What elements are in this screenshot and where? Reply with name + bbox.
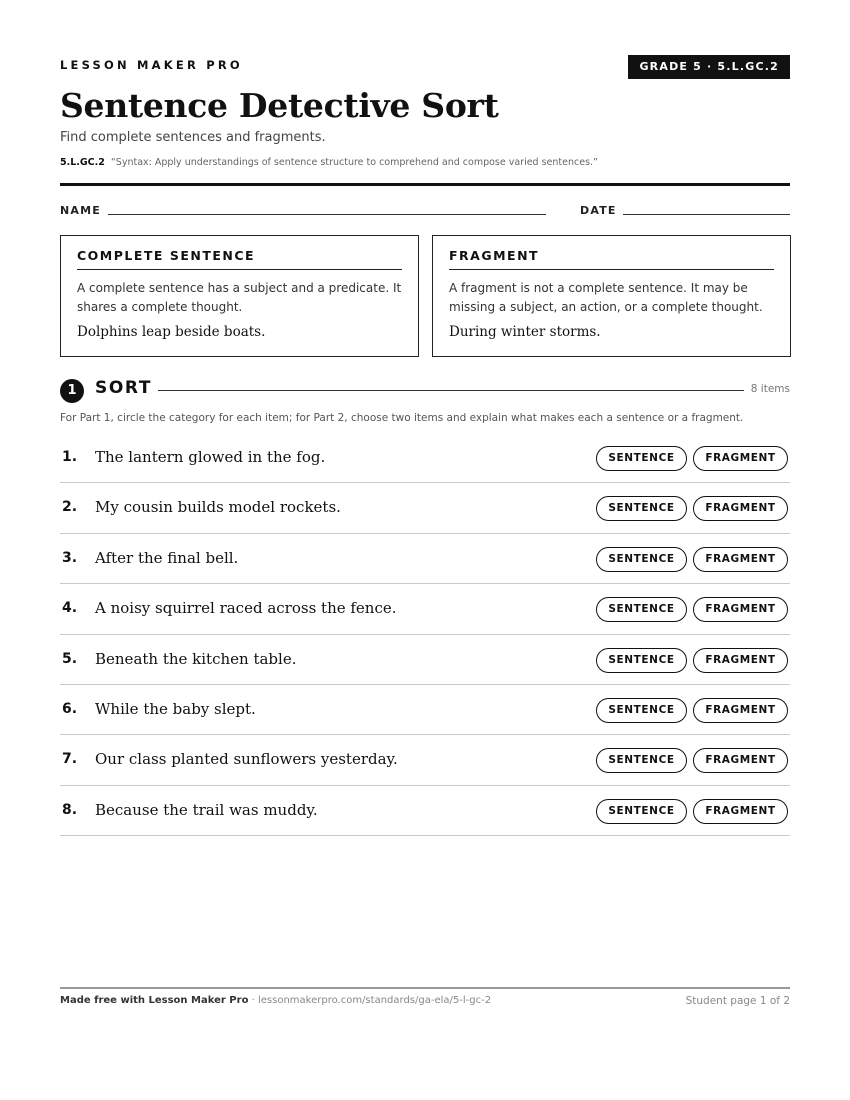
fragment-choice-button[interactable]: FRAGMENT [693, 597, 788, 622]
card-description: A fragment is not a complete sentence. It may be missing a subject, an action, or a complete thought. [449, 281, 763, 314]
fragment-choice-button[interactable]: FRAGMENT [693, 547, 788, 572]
item-text: After the final bell. [95, 548, 239, 567]
list-item [60, 584, 790, 634]
card-example: During winter storms. [449, 324, 601, 340]
list-item [60, 433, 790, 483]
worksheet-title: Sentence Detective Sort [60, 86, 499, 125]
sentence-choice-button[interactable]: SENTENCE [596, 748, 687, 773]
date-field[interactable] [623, 214, 790, 215]
list-item [60, 483, 790, 533]
item-number: 6. [62, 700, 78, 717]
card-heading: FRAGMENT [449, 248, 774, 270]
card-heading: COMPLETE SENTENCE [77, 248, 402, 270]
sentence-choice-button[interactable]: SENTENCE [596, 698, 687, 723]
list-item [60, 786, 790, 836]
item-text: My cousin builds model rockets. [95, 498, 341, 517]
card-description: A complete sentence has a subject and a predicate. It shares a complete thought. [77, 281, 402, 314]
fragment-choice-button[interactable]: FRAGMENT [693, 446, 788, 471]
fragment-choice-button[interactable]: FRAGMENT [693, 648, 788, 673]
item-count: 8 items [750, 383, 790, 395]
item-number: 2. [62, 499, 78, 516]
item-text: Beneath the kitchen table. [95, 649, 297, 668]
fragment-choice-button[interactable]: FRAGMENT [693, 748, 788, 773]
sentence-choice-button[interactable]: SENTENCE [596, 799, 687, 824]
standard-code: 5.L.GC.2 [60, 157, 105, 168]
section-title: SORT [95, 378, 153, 398]
footer-credit [60, 995, 491, 1006]
fragment-choice-button[interactable]: FRAGMENT [693, 496, 788, 521]
standard-text: “Syntax: Apply understandings of sentence structure to comprehend and compose varied sentences.” [110, 157, 598, 168]
brand-name: LESSON MAKER PRO [60, 58, 243, 72]
sentence-choice-button[interactable]: SENTENCE [596, 648, 687, 673]
list-item [60, 685, 790, 735]
footer-divider [60, 987, 790, 989]
list-item [60, 735, 790, 785]
item-text: While the baby slept. [95, 699, 256, 718]
item-number: 4. [62, 600, 78, 617]
instructions: For Part 1, circle the category for each item; for Part 2, choose two items and explain what makes each a sentence or a fragment. [60, 412, 744, 424]
standard-reference [60, 157, 598, 168]
item-number: 5. [62, 650, 78, 667]
sentence-choice-button[interactable]: SENTENCE [596, 446, 687, 471]
footer-url[interactable]: · lessonmakerpro.com/standards/ga-ela/5-l-gc-2 [248, 995, 492, 1006]
grade-badge: GRADE 5 · 5.L.GC.2 [628, 55, 790, 79]
date-label: DATE [580, 204, 617, 217]
item-number: 3. [62, 549, 78, 566]
sentence-choice-button[interactable]: SENTENCE [596, 597, 687, 622]
item-list [60, 433, 790, 836]
section-rule [158, 390, 744, 391]
list-item [60, 534, 790, 584]
sentence-choice-button[interactable]: SENTENCE [596, 547, 687, 572]
complete-sentence-card [60, 235, 419, 357]
sentence-choice-button[interactable]: SENTENCE [596, 496, 687, 521]
fragment-card [432, 235, 791, 357]
header-divider [60, 183, 790, 186]
item-number: 8. [62, 801, 78, 818]
fragment-choice-button[interactable]: FRAGMENT [693, 698, 788, 723]
fragment-choice-button[interactable]: FRAGMENT [693, 799, 788, 824]
page-indicator: Student page 1 of 2 [685, 995, 790, 1007]
footer-made-with: Made free with Lesson Maker Pro [60, 995, 249, 1006]
name-field[interactable] [108, 214, 546, 215]
item-number: 7. [62, 751, 78, 768]
list-item [60, 635, 790, 685]
worksheet-subtitle: Find complete sentences and fragments. [60, 130, 326, 145]
section-number-badge: 1 [60, 379, 84, 403]
item-number: 1. [62, 449, 78, 465]
item-text: The lantern glowed in the fog. [95, 448, 326, 466]
item-text: A noisy squirrel raced across the fence. [95, 599, 397, 618]
item-text: Because the trail was muddy. [95, 800, 318, 819]
item-text: Our class planted sunflowers yesterday. [95, 750, 398, 769]
card-example: Dolphins leap beside boats. [77, 324, 266, 340]
name-label: NAME [60, 204, 101, 217]
